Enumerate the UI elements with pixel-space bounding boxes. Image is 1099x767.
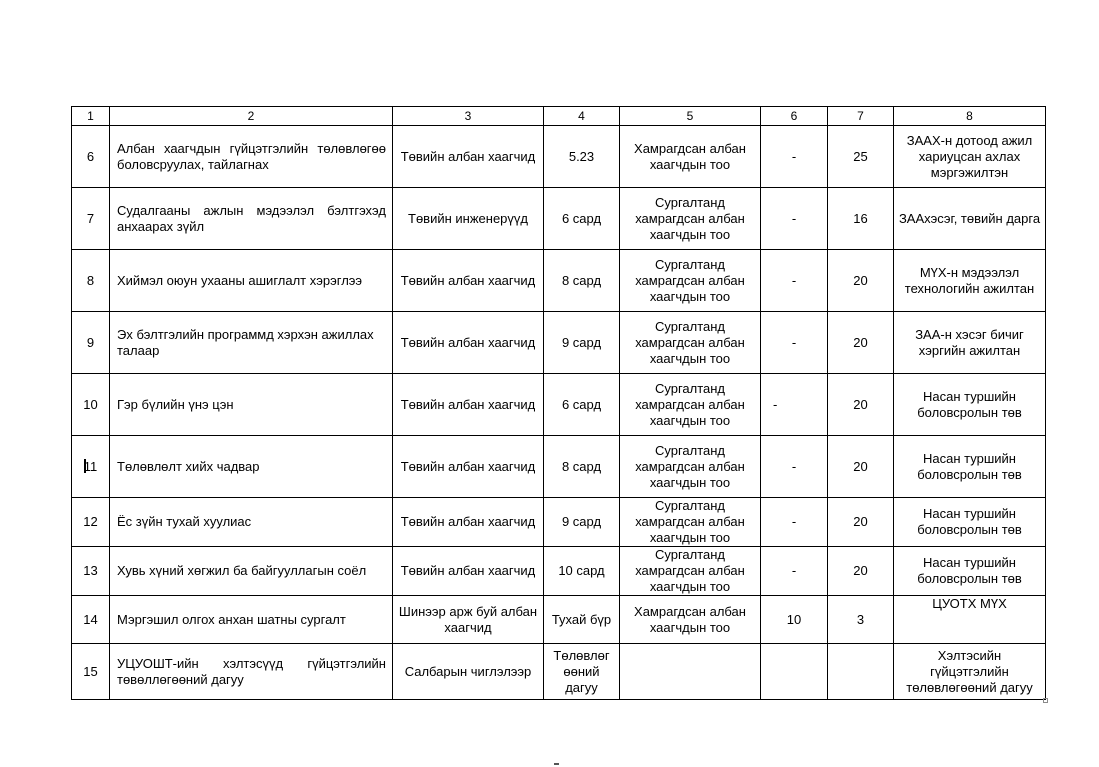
- training-plan-table: [71, 106, 1046, 700]
- table-row: [72, 374, 1046, 436]
- participant-count[interactable]: 20: [828, 374, 894, 436]
- row-number: 10: [72, 374, 110, 436]
- row-number: 8: [72, 250, 110, 312]
- responsible-party[interactable]: Насан туршийн боловсролын төв: [894, 436, 1046, 498]
- table-row: [72, 126, 1046, 188]
- target-participants[interactable]: Төвийн албан хаагчид: [393, 498, 544, 547]
- page-mark: [554, 763, 559, 765]
- indicator[interactable]: Сургалтанд хамрагдсан албан хаагчдын тоо: [620, 250, 761, 312]
- row-number: 15: [72, 644, 110, 700]
- participant-count[interactable]: 3: [828, 596, 894, 644]
- indicator[interactable]: Сургалтанд хамрагдсан албан хаагчдын тоо: [620, 436, 761, 498]
- participant-count[interactable]: 20: [828, 436, 894, 498]
- responsible-party[interactable]: ЗААхэсэг, төвийн дарга: [894, 188, 1046, 250]
- participant-count[interactable]: 20: [828, 547, 894, 596]
- target-participants[interactable]: Салбарын чиглэлээр: [393, 644, 544, 700]
- participant-count[interactable]: 20: [828, 498, 894, 547]
- value-col6[interactable]: -: [761, 126, 828, 188]
- participant-count[interactable]: 20: [828, 250, 894, 312]
- column-number-2: 2: [110, 107, 393, 126]
- column-number-8: 8: [894, 107, 1046, 126]
- value-col6[interactable]: 10: [761, 596, 828, 644]
- responsible-party[interactable]: Насан туршийн боловсролын төв: [894, 374, 1046, 436]
- row-number: 9: [72, 312, 110, 374]
- indicator[interactable]: Сургалтанд хамрагдсан албан хаагчдын тоо: [620, 188, 761, 250]
- row-number: 14: [72, 596, 110, 644]
- value-col6[interactable]: [761, 644, 828, 700]
- responsible-party[interactable]: ЦУОТХ МҮХ: [894, 596, 1046, 644]
- table-row: [72, 436, 1046, 498]
- schedule[interactable]: 6 сард: [544, 374, 620, 436]
- schedule[interactable]: 6 сард: [544, 188, 620, 250]
- column-number-3: 3: [393, 107, 544, 126]
- table-row: [72, 596, 1046, 644]
- schedule[interactable]: 9 сард: [544, 498, 620, 547]
- training-topic[interactable]: Албан хаагчдын гүйцэтгэлийн төлөвлөгөө боловсруулах, тайлагнах: [110, 126, 393, 188]
- training-topic[interactable]: Хиймэл оюун ухааны ашиглалт хэрэглээ: [110, 250, 393, 312]
- schedule[interactable]: 10 сард: [544, 547, 620, 596]
- schedule[interactable]: 5.23: [544, 126, 620, 188]
- target-participants[interactable]: Төвийн албан хаагчид: [393, 250, 544, 312]
- responsible-party[interactable]: Хэлтэсийн гүйцэтгэлийн төлөвлөгөөний дагуу: [894, 644, 1046, 700]
- table-row: [72, 498, 1046, 547]
- responsible-party[interactable]: Насан туршийн боловсролын төв: [894, 498, 1046, 547]
- table-row: [72, 312, 1046, 374]
- value-col6[interactable]: -: [761, 188, 828, 250]
- training-topic[interactable]: Судалгааны ажлын мэдээлэл бэлтгэхэд анхаарах зүйл: [110, 188, 393, 250]
- column-number-7: 7: [828, 107, 894, 126]
- training-topic[interactable]: УЦУОШТ-ийн хэлтэсүүд гүйцэтгэлийн төвөллөгөөний дагуу: [110, 644, 393, 700]
- schedule[interactable]: 8 сард: [544, 436, 620, 498]
- column-number-4: 4: [544, 107, 620, 126]
- value-col6[interactable]: -: [761, 498, 828, 547]
- indicator[interactable]: Сургалтанд хамрагдсан албан хаагчдын тоо: [620, 498, 761, 547]
- column-number-1: 1: [72, 107, 110, 126]
- target-participants[interactable]: Төвийн албан хаагчид: [393, 312, 544, 374]
- participant-count[interactable]: [828, 644, 894, 700]
- indicator[interactable]: Хамрагдсан албан хаагчдын тоо: [620, 126, 761, 188]
- indicator[interactable]: Сургалтанд хамрагдсан албан хаагчдын тоо: [620, 547, 761, 596]
- table-header-row: [72, 107, 1046, 126]
- target-participants[interactable]: Төвийн инженерүүд: [393, 188, 544, 250]
- value-col6[interactable]: -: [761, 374, 828, 436]
- indicator[interactable]: [620, 644, 761, 700]
- participant-count[interactable]: 16: [828, 188, 894, 250]
- row-number: 13: [72, 547, 110, 596]
- schedule[interactable]: Тухай бүр: [544, 596, 620, 644]
- table-row: [72, 547, 1046, 596]
- table-row: [72, 188, 1046, 250]
- table-resize-handle[interactable]: [1043, 698, 1048, 703]
- column-number-5: 5: [620, 107, 761, 126]
- target-participants[interactable]: Шинээр арж буй албан хаагчид: [393, 596, 544, 644]
- row-number: 12: [72, 498, 110, 547]
- training-topic[interactable]: Ёс зүйн тухай хуулиас: [110, 498, 393, 547]
- training-topic[interactable]: Гэр бүлийн үнэ цэн: [110, 374, 393, 436]
- target-participants[interactable]: Төвийн албан хаагчид: [393, 126, 544, 188]
- schedule[interactable]: 8 сард: [544, 250, 620, 312]
- training-topic[interactable]: Эх бэлтгэлийн программд хэрхэн ажиллах талаар: [110, 312, 393, 374]
- column-number-6: 6: [761, 107, 828, 126]
- responsible-party[interactable]: ЗАА-н хэсэг бичиг хэргийн ажилтан: [894, 312, 1046, 374]
- indicator[interactable]: Сургалтанд хамрагдсан албан хаагчдын тоо: [620, 374, 761, 436]
- value-col6[interactable]: -: [761, 250, 828, 312]
- table-row: [72, 644, 1046, 700]
- indicator[interactable]: Сургалтанд хамрагдсан албан хаагчдын тоо: [620, 312, 761, 374]
- schedule[interactable]: Төлөвлөг өөний дагуу: [544, 644, 620, 700]
- responsible-party[interactable]: ЗААХ-н дотоод ажил хариуцсан ахлах мэргэжилтэн: [894, 126, 1046, 188]
- target-participants[interactable]: Төвийн албан хаагчид: [393, 547, 544, 596]
- row-number: [72, 436, 110, 498]
- schedule[interactable]: 9 сард: [544, 312, 620, 374]
- row-number-text: 11: [83, 458, 98, 474]
- value-col6[interactable]: -: [761, 312, 828, 374]
- row-number: 7: [72, 188, 110, 250]
- row-number: 6: [72, 126, 110, 188]
- target-participants[interactable]: Төвийн албан хаагчид: [393, 374, 544, 436]
- value-col6[interactable]: -: [761, 547, 828, 596]
- training-topic[interactable]: Төлөвлөлт хийх чадвар: [110, 436, 393, 498]
- responsible-party[interactable]: Насан туршийн боловсролын төв: [894, 547, 1046, 596]
- responsible-party[interactable]: МҮХ-н мэдээлэл технологийн ажилтан: [894, 250, 1046, 312]
- table-row: [72, 250, 1046, 312]
- training-topic[interactable]: Мэргэшил олгох анхан шатны сургалт: [110, 596, 393, 644]
- participant-count[interactable]: 20: [828, 312, 894, 374]
- value-col6[interactable]: -: [761, 436, 828, 498]
- target-participants[interactable]: Төвийн албан хаагчид: [393, 436, 544, 498]
- participant-count[interactable]: 25: [828, 126, 894, 188]
- training-topic[interactable]: Хувь хүний хөгжил ба байгууллагын соёл: [110, 547, 393, 596]
- indicator[interactable]: Хамрагдсан албан хаагчдын тоо: [620, 596, 761, 644]
